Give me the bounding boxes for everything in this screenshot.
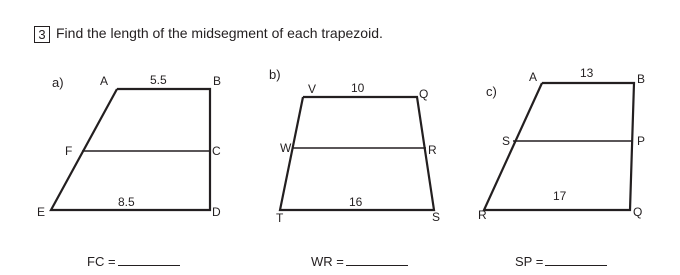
answer-a <box>87 254 180 269</box>
answer-c-blank[interactable] <box>545 255 607 266</box>
answer-a-label: FC = <box>87 254 116 269</box>
answer-c-label: SP = <box>515 254 544 269</box>
answer-b-label: WR = <box>311 254 344 269</box>
vertex-a-mid-right: C <box>212 144 221 158</box>
vertex-c-mid-right: P <box>637 134 646 148</box>
vertex-a-top-right: B <box>213 74 222 88</box>
top-base-b: 10 <box>351 81 365 95</box>
vertex-a-bottom-left: E <box>37 205 46 219</box>
vertex-b-mid-left: W <box>280 141 292 155</box>
top-base-c: 13 <box>580 66 594 80</box>
answer-c <box>515 254 607 269</box>
instruction-text: Find the length of the midsegment of each trapezoid. <box>56 25 383 41</box>
vertex-b-top-left: V <box>308 82 317 96</box>
vertex-c-bottom-right: Q <box>633 205 643 219</box>
vertex-c-mid-left: S <box>502 134 511 148</box>
vertex-b-mid-right: R <box>428 143 437 157</box>
problem-a <box>37 73 221 219</box>
bottom-base-b: 16 <box>349 195 363 209</box>
top-base-a: 5.5 <box>150 73 167 87</box>
problem-c-tag: c) <box>486 84 497 99</box>
trapezoid-b <box>280 97 434 210</box>
vertex-a-bottom-right: D <box>212 205 221 219</box>
vertex-c-top-right: B <box>637 72 646 86</box>
bottom-base-a: 8.5 <box>118 195 135 209</box>
problem-a-tag: a) <box>52 75 64 90</box>
vertex-a-top-left: A <box>100 74 109 88</box>
vertex-a-mid-left: F <box>65 144 73 158</box>
trapezoid-a <box>51 89 210 210</box>
bottom-base-c: 17 <box>553 189 567 203</box>
answer-b <box>311 254 408 269</box>
vertex-b-top-right: Q <box>419 87 429 101</box>
vertex-c-top-left: A <box>529 70 538 84</box>
vertex-b-bottom-right: S <box>432 210 441 224</box>
problem-b <box>269 67 440 225</box>
question-number-box: 3 <box>34 26 50 43</box>
problem-b-tag: b) <box>269 67 281 82</box>
vertex-b-bottom-left: T <box>276 211 284 225</box>
answer-b-blank[interactable] <box>346 255 408 266</box>
problem-c <box>478 66 645 222</box>
vertex-c-bottom-left: R <box>478 208 487 222</box>
answer-a-blank[interactable] <box>118 255 180 266</box>
